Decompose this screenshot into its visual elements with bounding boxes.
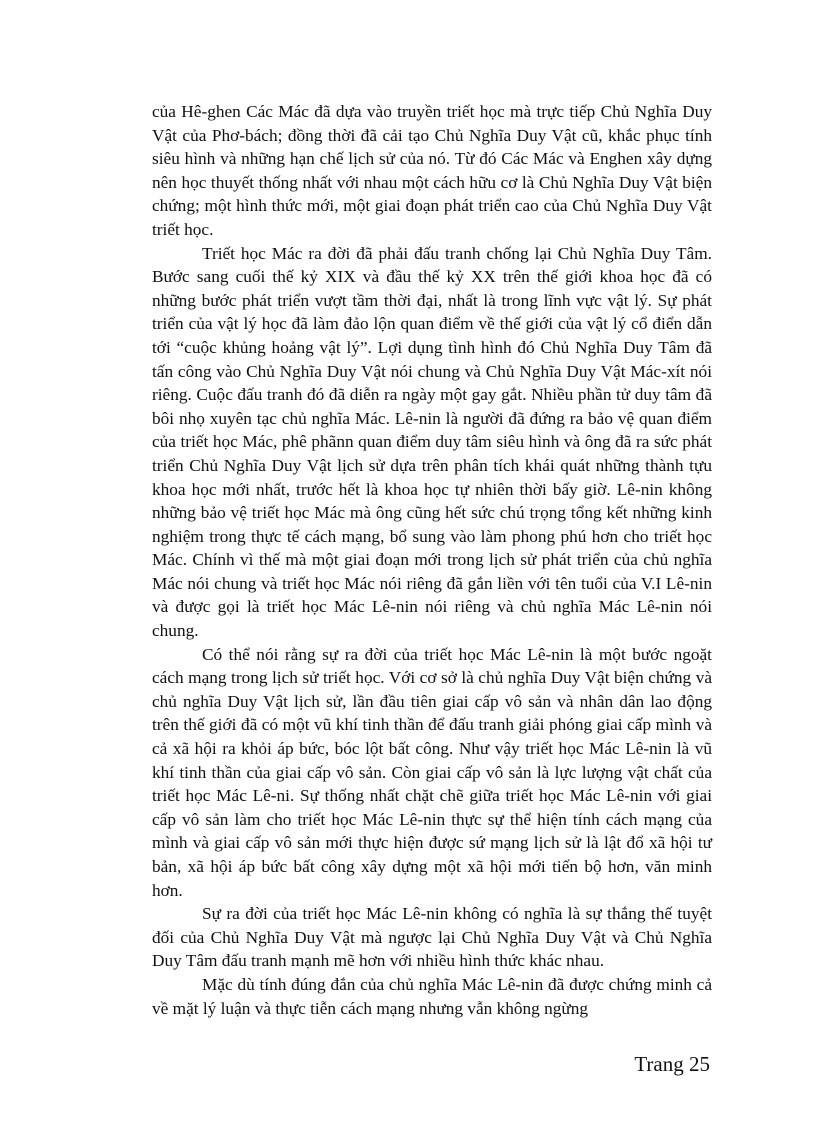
paragraph-5: Mặc dù tính đúng đắn của chủ nghĩa Mác Lê-nin đã được chứng minh cả về mặt lý luận và thực tiễn cách mạng nhưng vẫn không ngừng (152, 974, 712, 1018)
page-number: Trang 25 (634, 1052, 710, 1076)
document-body (152, 100, 712, 1020)
paragraph-4: Sự ra đời của triết học Mác Lê-nin không có nghĩa là sự thắng thế tuyệt đối của Chủ Nghĩa Duy Vật mà ngược lại Chủ Nghĩa Duy Vật và Chủ Nghĩa Duy Tâm đấu tranh mạnh mẽ hơn với nhiều hình thức khác nhau. (152, 904, 712, 971)
paragraph-3: Có thể nói rằng sự ra đời của triết học Mác Lê-nin là một bước ngoặt cách mạng trong lịch sử triết học. Với cơ sở là chủ nghĩa Duy Vật biện chứng và chủ nghĩa Duy Vật lịch sử, lần đầu tiên giai cấp vô sản và nhân dân lao động trên thế giới đã có một vũ khí tinh thần để đấu tranh giải phóng giai cấp mình và cả xã hội ra khỏi áp bức, bóc lột bất công. Như vậy triết học Mác Lê-nin là vũ khí tinh thần của giai cấp vô sản. Còn giai cấp vô sản là lực lượng vật chất của triết học Mác Lê-ni. Sự thống nhất chặt chẽ giữa triết học Mác Lê-nin với giai cấp vô sản làm cho triết học Mác Lê-nin thực sự thể hiện tính cách mạng của mình và giai cấp vô sản mới thực hiện được sứ mạng lịch sử là lật đổ xã hội tư bản, xã hội áp bức bất công xây dựng một xã hội mới tiến bộ hơn, văn minh hơn. (152, 644, 712, 900)
paragraph-1: của Hê-ghen Các Mác đã dựa vào truyền triết học mà trực tiếp Chủ Nghĩa Duy Vật của Phơ-bách; đồng thời đã cải tạo Chủ Nghĩa Duy Vật cũ, khắc phục tính siêu hình và những hạn chế lịch sử của nó. Từ đó Các Mác và Enghen xây dựng nên học thuyết thống nhất với nhau một cách hữu cơ là Chủ Nghĩa Duy Vật biện chứng; một hình thức mới, một giai đoạn phát triển cao của Chủ Nghĩa Duy Vật triết học. (152, 102, 712, 239)
paragraph-2: Triết học Mác ra đời đã phải đấu tranh chống lại Chủ Nghĩa Duy Tâm. Bước sang cuối thế kỷ XIX và đầu thế kỷ XX trên thế giới khoa học đã có những bước phát triển vượt tầm thời đại, nhất là trong lĩnh vực vật lý. Sự phát triển của vật lý học đã làm đảo lộn quan điểm về thế giới của vật lý cổ điển dẫn tới “cuộc khủng hoảng vật lý”. Lợi dụng tình hình đó Chủ Nghĩa Duy Tâm đã tấn công vào Chủ Nghĩa Duy Vật nói chung và Chủ Nghĩa Duy Vật Mác-xít nói riêng. Cuộc đấu tranh đó đã diễn ra ngày một gay gắt. Nhiều phần tử duy tâm đã bôi nhọ xuyên tạc chủ nghĩa Mác. Lê-nin là người đã đứng ra bảo vệ quan điểm của triết học Mác, phê phãnn quan điểm duy tâm siêu hình và ông đã ra sức phát triển Chủ Nghĩa Duy Vật lịch sử dựa trên phân tích khái quát những thành tựu khoa học mới nhất, trước hết là khoa học tự nhiên thời bấy giờ. Lê-nin không những bảo vệ triết học Mác mà ông cũng hết sức chú trọng tổng kết những kinh nghiệm trong thực tế cách mạng, bổ sung vào làm phong phú hơn cho triết học Mác. Chính vì thế mà một giai đoạn mới trong lịch sử phát triển của chủ nghĩa Mác nói chung và triết học Mác nói riêng đã gắn liền với tên tuổi của V.I Lê-nin và được gọi là triết học Mác Lê-nin nói riêng và chủ nghĩa Mác Lê-nin nói chung. (152, 243, 712, 641)
